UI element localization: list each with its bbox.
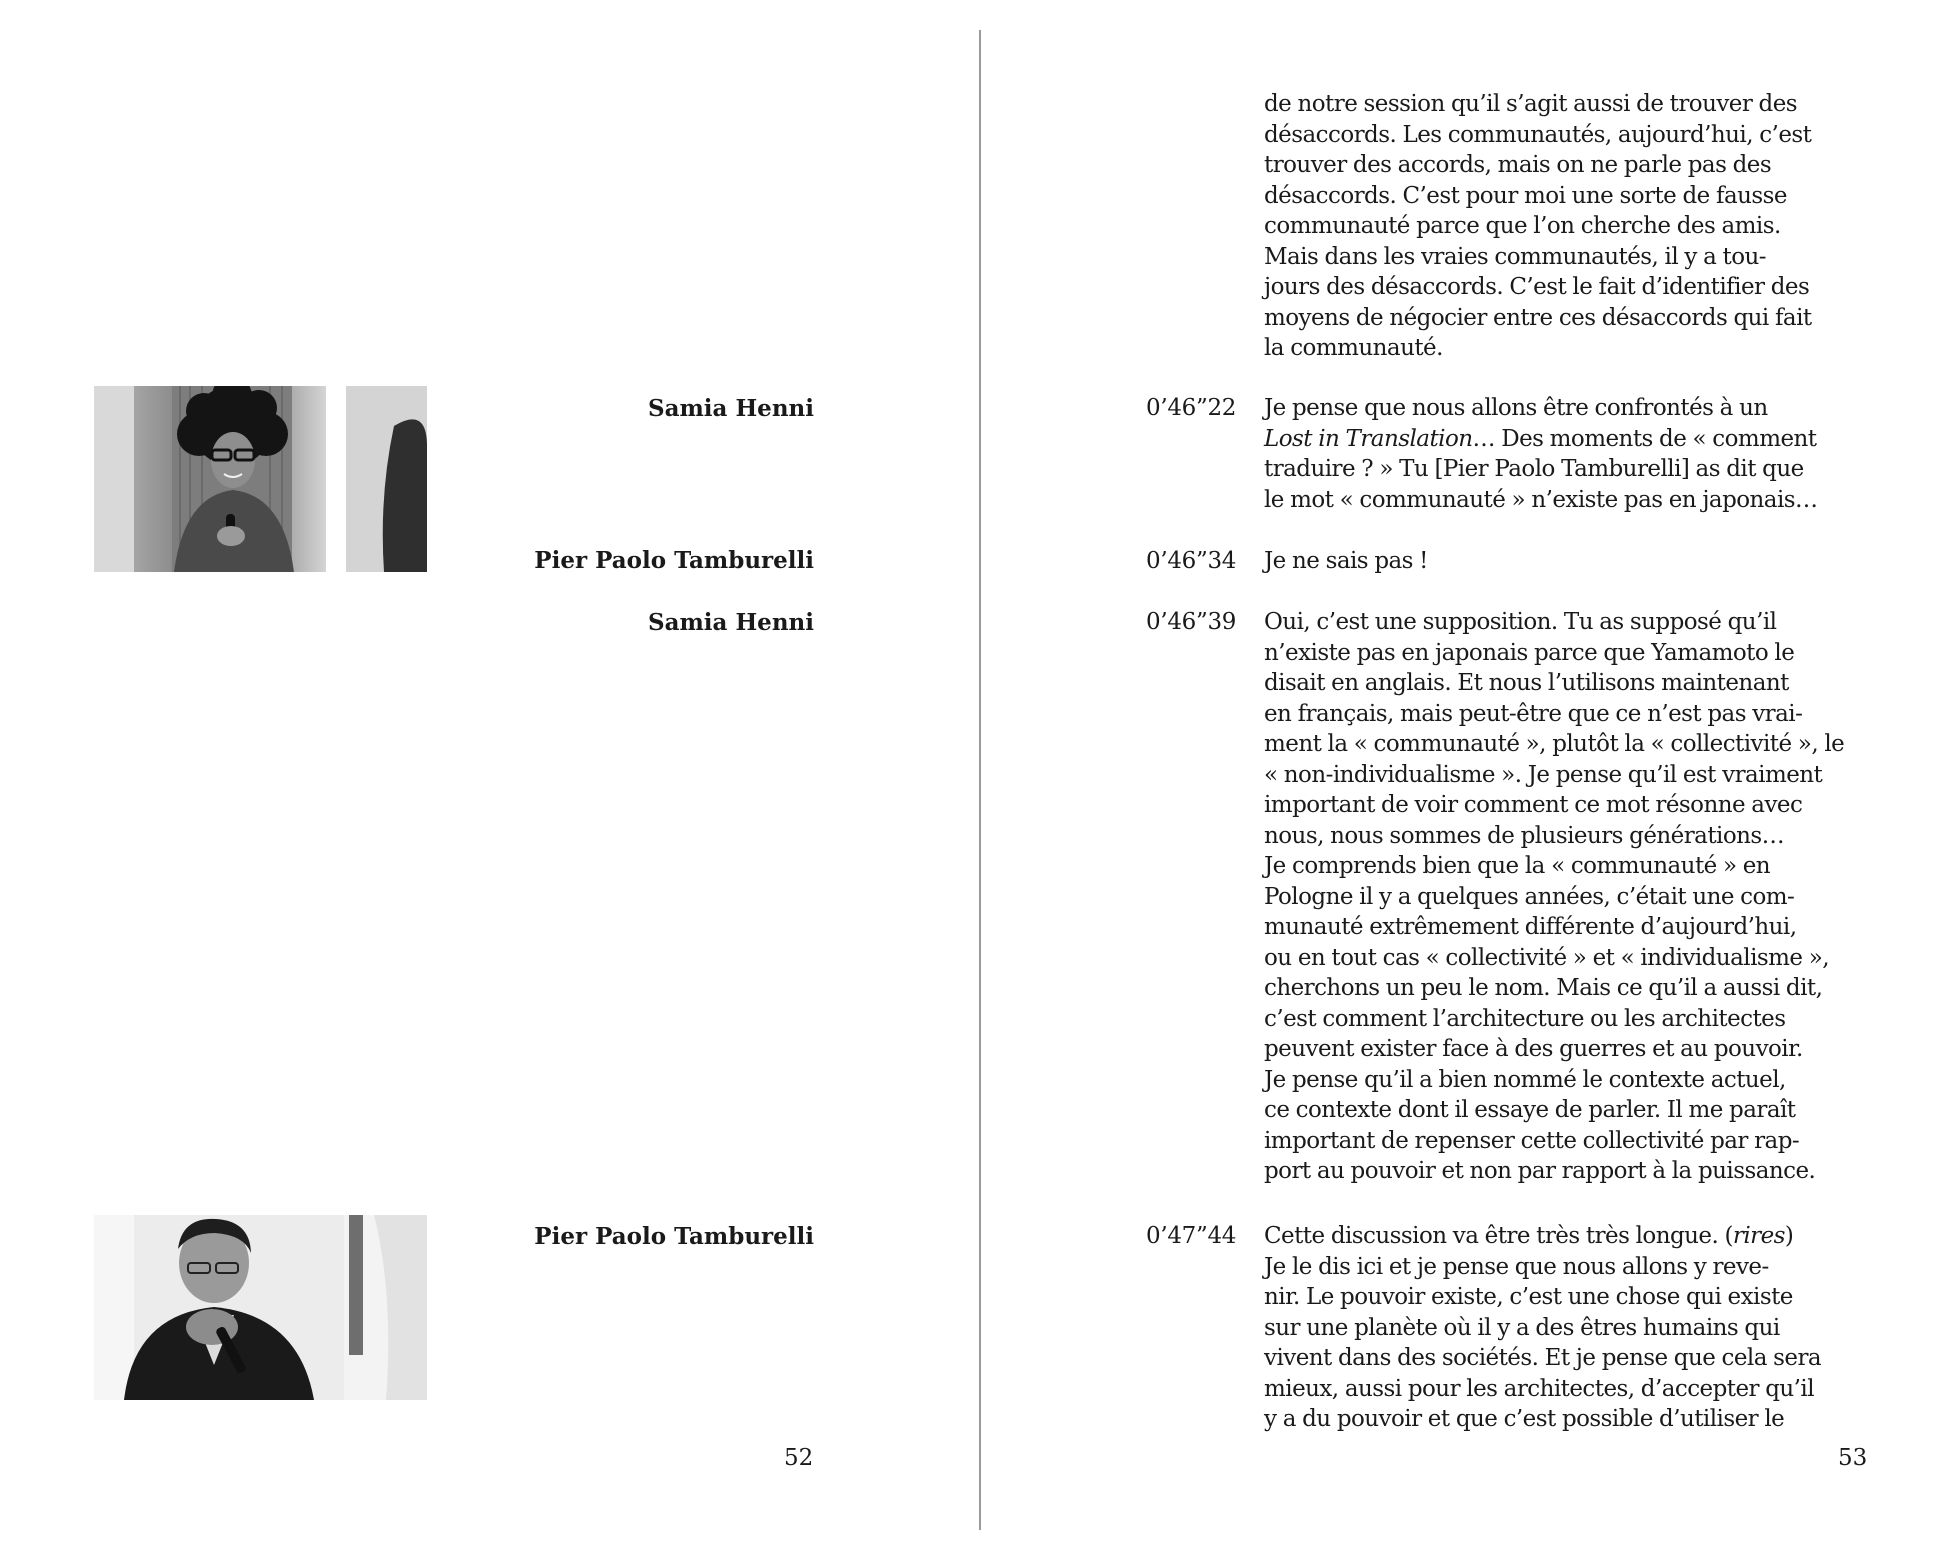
timecode: 0’46”22 [1146, 395, 1237, 421]
text-line: désaccords. Les communautés, aujourd’hui, c’est [1264, 121, 1812, 148]
text-line: Je pense qu’il a bien nommé le contexte actuel, [1264, 1066, 1786, 1093]
italic-title: Lost in Translation [1264, 425, 1473, 452]
text-line: en français, mais peut-être que ce n’est pas vrai- [1264, 700, 1803, 727]
text-line: ce contexte dont il essaye de parler. Il me paraît [1264, 1097, 1796, 1123]
text-line: sur une planète où il y a des êtres humains qui [1264, 1314, 1780, 1341]
text-line: nous, nous sommes de plusieurs générations… [1264, 822, 1785, 849]
text-line: disait en anglais. Et nous l’utilisons maintenant [1264, 670, 1789, 696]
text-line: Je comprends bien que la « communauté » en [1264, 853, 1771, 879]
text-line: ou en tout cas « collectivité » et « individualisme », [1264, 944, 1830, 971]
text-line: y a du pouvoir et que c’est possible d’utiliser le [1264, 1406, 1785, 1432]
speech-paragraph [1264, 393, 1868, 515]
speech-paragraph [1264, 1221, 1868, 1435]
text-line: « non-individualisme ». Je pense qu’il est vraiment [1264, 761, 1823, 788]
text-fragment: ) [1784, 1223, 1794, 1249]
page-number-right: 53 [1838, 1445, 1868, 1471]
text-line: mieux, aussi pour les architectes, d’accepter qu’il [1264, 1375, 1815, 1402]
text-line: moyens de négocier entre ces désaccords qui fait [1264, 304, 1812, 331]
text-line: important de repenser cette collectivité par rap- [1264, 1127, 1800, 1154]
portrait-image [94, 1215, 427, 1400]
speaker-name: Samia Henni [647, 395, 814, 422]
speaker-photo-samia-henni [94, 386, 427, 572]
text-line: Je ne sais pas ! [1264, 548, 1428, 574]
text-line: peuvent exister face à des guerres et au pouvoir. [1264, 1036, 1803, 1062]
text-line: c’est comment l’architecture ou les architectes [1264, 1005, 1786, 1032]
portrait-image [94, 386, 427, 572]
text-line: Pologne il y a quelques années, c’était une com- [1264, 883, 1795, 910]
gutter-line [979, 30, 981, 1530]
continuation-paragraph [1264, 89, 1868, 364]
timecode: 0’46”34 [1146, 548, 1237, 574]
speech-paragraph [1264, 546, 1868, 577]
text-fragment: Cette discussion va être très très longue. ( [1264, 1223, 1733, 1249]
speaker-name: Samia Henni [647, 609, 814, 636]
text-line: jours des désaccords. C’est le fait d’identifier des [1264, 274, 1810, 300]
text-line: Je le dis ici et je pense que nous allons y reve- [1264, 1253, 1769, 1280]
text-line: munauté extrêmement différente d’aujourd’hui, [1264, 914, 1797, 940]
text-line: le mot « communauté » n’existe pas en japonais… [1264, 486, 1818, 513]
speaker-name: Pier Paolo Tamburelli [534, 547, 814, 574]
text-line [1264, 1221, 1868, 1252]
text-line: important de voir comment ce mot résonne avec [1264, 792, 1803, 818]
page-number-left: 52 [784, 1445, 814, 1471]
text-line: ment la « communauté », plutôt la « collectivité », le [1264, 731, 1845, 757]
text-line: communauté parce que l’on cherche des amis. [1264, 213, 1781, 239]
text-line: Mais dans les vraies communautés, il y a tou- [1264, 243, 1767, 270]
text-line: Oui, c’est une supposition. Tu as supposé qu’il [1264, 609, 1777, 635]
text-line: Je pense que nous allons être confrontés à un [1264, 395, 1768, 421]
text-fragment: … Des moments de « comment [1472, 425, 1817, 452]
text-line: port au pouvoir et non par rapport à la puissance. [1264, 1158, 1816, 1184]
timecode: 0’46”39 [1146, 609, 1237, 635]
text-line: trouver des accords, mais on ne parle pas des [1264, 152, 1772, 178]
timecode: 0’47”44 [1146, 1223, 1237, 1249]
text-line: désaccords. C’est pour moi une sorte de fausse [1264, 182, 1787, 209]
text-line: cherchons un peu le nom. Mais ce qu’il a aussi dit, [1264, 975, 1823, 1001]
speaker-name: Pier Paolo Tamburelli [534, 1223, 814, 1250]
text-line: nir. Le pouvoir existe, c’est une chose qui existe [1264, 1284, 1793, 1310]
text-line [1264, 424, 1868, 455]
italic-aside: rires [1732, 1223, 1785, 1249]
speech-paragraph [1264, 607, 1868, 1187]
text-line: de notre session qu’il s’agit aussi de trouver des [1264, 91, 1798, 117]
text-line: la communauté. [1264, 335, 1443, 361]
speaker-photo-pier-paolo-tamburelli [94, 1215, 427, 1400]
text-line: traduire ? » Tu [Pier Paolo Tamburelli] as dit que [1264, 456, 1804, 482]
text-line: vivent dans des sociétés. Et je pense que cela sera [1264, 1345, 1822, 1371]
text-line: n’existe pas en japonais parce que Yamamoto le [1264, 639, 1795, 666]
